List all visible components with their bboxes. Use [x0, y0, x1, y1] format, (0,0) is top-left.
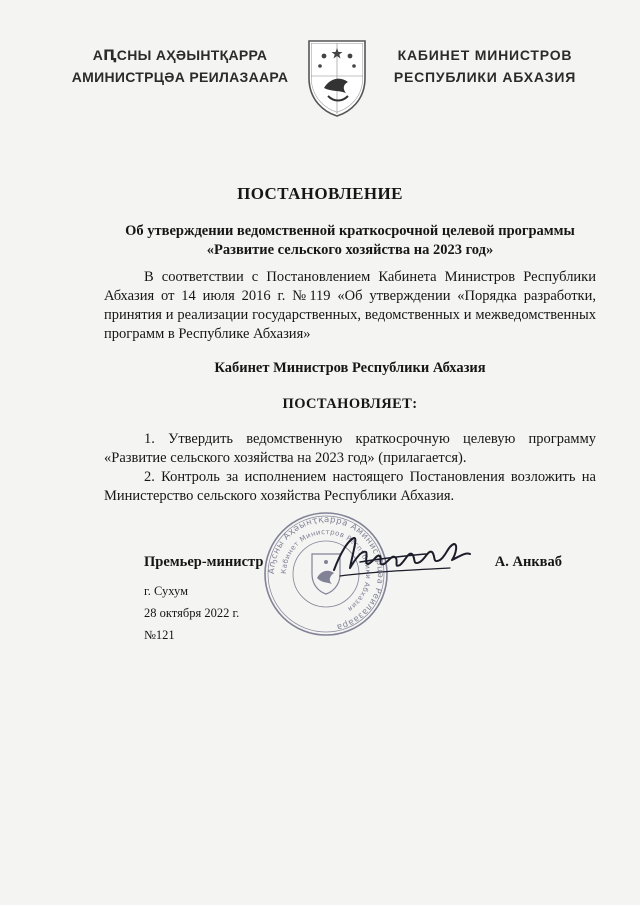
- header-russian-line2: РЕСПУБЛИКИ АБХАЗИЯ: [393, 69, 577, 85]
- header-abkhaz: [66, 44, 294, 88]
- header-russian-line1: КАБИНЕТ МИНИСТРОВ: [397, 47, 573, 63]
- handwritten-signature-icon: [330, 532, 472, 582]
- decree-item-2: 2. Контроль за исполнением настоящего Постановления возложить на Министерство сельского хозяйства Республики Абхазия.: [104, 469, 596, 504]
- stamp-outer-text: Аҧсны Аҳәынҭқарра Аминистрцәа Реилазаара: [266, 514, 386, 632]
- signatory-name: А. Анкваб: [494, 554, 562, 570]
- decree-items: [104, 430, 596, 506]
- header-russian: [382, 44, 588, 88]
- decree-item-1: 1. Утвердить ведомственную краткосрочную целевую программу «Развитие сельского хозяйства на 2023 год» (прилагается).: [104, 431, 596, 466]
- document-title: ПОСТАНОВЛЕНИЕ: [237, 184, 403, 203]
- signatory-title: Премьер-министр: [144, 554, 264, 570]
- coat-of-arms-icon: [306, 38, 368, 118]
- document-subject: Об утверждении ведомственной краткосрочной целевой программы «Развитие сельского хозяйства на 2023 год»: [125, 223, 575, 258]
- header-abkhaz-line1: АԤСНЫ АҲӘЫНТҚАРРА: [92, 47, 268, 63]
- stamp-inner-text: Кабинет Министров Республики Абхазия: [279, 527, 373, 614]
- document-date: 28 октября 2022 г.: [144, 606, 240, 620]
- decree-heading: ПОСТАНОВЛЯЕТ:: [282, 396, 418, 412]
- document-number: №121: [144, 628, 175, 642]
- document-basis: В соответствии с Постановлением Кабинета Министров Республики Абхазия от 14 июля 2016 г. №119 «Об утверждении «Порядка разработки, принятия и реализации государственных, ведомственных и межведомственных программ в Республике Абхазия»: [104, 269, 596, 342]
- header-abkhaz-line2: АМИНИСТРЦӘА РЕИЛАЗААРА: [71, 69, 289, 85]
- document-city: г. Сухум: [144, 584, 189, 598]
- issuing-authority: Кабинет Министров Республики Абхазия: [214, 360, 486, 376]
